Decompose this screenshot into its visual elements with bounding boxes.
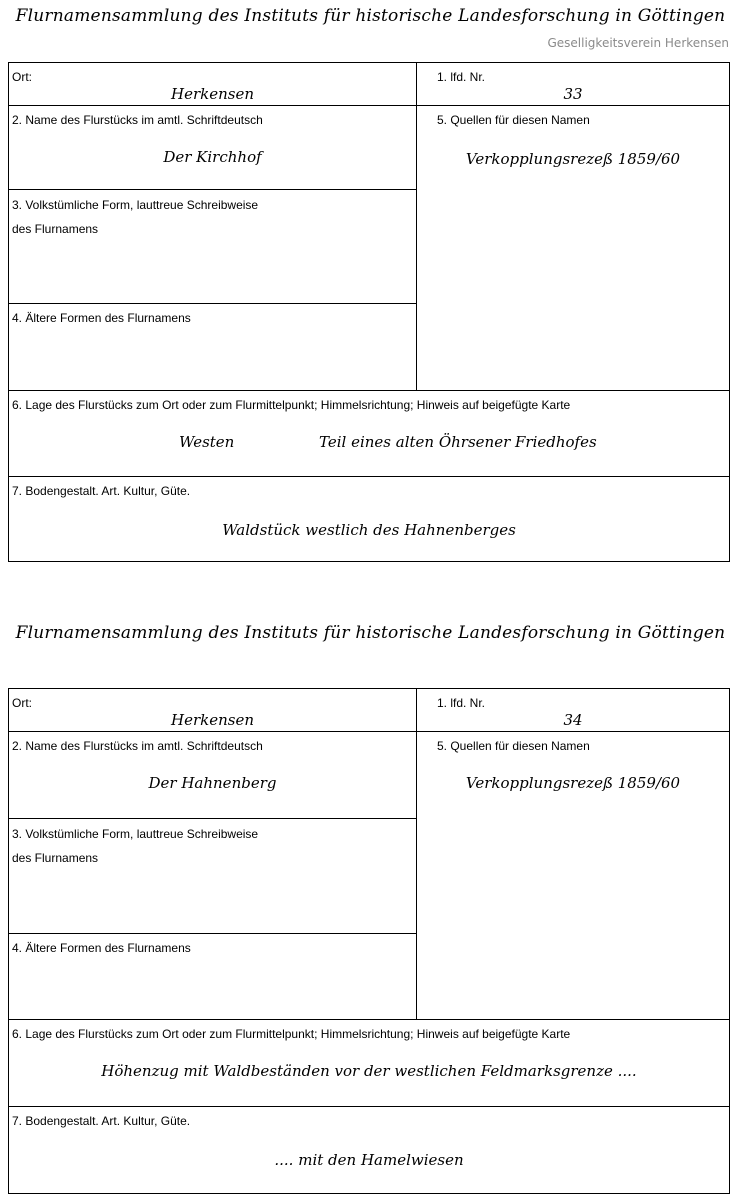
name-label: 2. Name des Flurstücks im amtl. Schriftdeutsch <box>12 113 263 127</box>
card-2-title: Flurnamensammlung des Instituts für historische Landesforschung in Göttingen <box>15 623 726 643</box>
card-2-aeltere-field <box>9 934 417 1020</box>
card-1-ort-field <box>9 63 417 106</box>
card-1-name-value: Der Kirchhof <box>163 148 262 166</box>
quellen-label: 5. Quellen für diesen Namen <box>437 113 590 127</box>
card-2-name-field <box>9 732 417 819</box>
nr-label: 1. lfd. Nr. <box>437 70 486 84</box>
card-2-form <box>8 688 730 1194</box>
card-1-lage-field <box>9 391 729 477</box>
boden-label: 7. Bodengestalt. Art. Kultur, Güte. <box>12 484 191 498</box>
card-2-lage-field <box>9 1020 729 1107</box>
card-1-boden-field <box>9 477 729 561</box>
card-2-name-value: Der Hahnenberg <box>148 774 277 792</box>
card-1-quellen-value: Verkopplungsrezeß 1859/60 <box>465 150 681 168</box>
name-label: 2. Name des Flurstücks im amtl. Schriftdeutsch <box>12 739 263 753</box>
card-2-ort-value: Herkensen <box>171 711 254 729</box>
boden-label: 7. Bodengestalt. Art. Kultur, Güte. <box>12 1114 191 1128</box>
card-2-boden-value: .... mit den Hamelwiesen <box>274 1151 464 1169</box>
card-1-name-field <box>9 106 417 190</box>
lage-label: 6. Lage des Flurstücks zum Ort oder zum Flurmittelpunkt; Himmelsrichtung; Hinweis auf beigefügte Karte <box>12 398 571 412</box>
volkstuemlich-label: 3. Volkstümliche Form, lauttreue Schreibweise <box>12 198 259 212</box>
card-2-quellen-field <box>417 732 729 1020</box>
card-2-nr-field <box>417 689 729 732</box>
card-2-ort-field <box>9 689 417 732</box>
card-2-lage-value: Höhenzug mit Waldbeständen vor der westlichen Feldmarksgrenze .... <box>101 1062 637 1080</box>
volkstuemlich-label-2: des Flurnamens <box>12 851 99 865</box>
card-1-title: Flurnamensammlung des Instituts für historische Landesforschung in Göttingen <box>15 6 726 26</box>
aeltere-label: 4. Ältere Formen des Flurnamens <box>12 941 191 955</box>
card-1-volkstuemlich-field <box>9 190 417 304</box>
card-1-lage-value-b: Teil eines alten Öhrsener Friedhofes <box>319 433 597 451</box>
card-1-nr-value: 33 <box>563 85 583 103</box>
card-1-form <box>8 62 730 562</box>
card-2-quellen-value: Verkopplungsrezeß 1859/60 <box>465 774 681 792</box>
card-1-lage-value-a: Westen <box>179 433 235 451</box>
card-1-aeltere-field <box>9 304 417 391</box>
card-2-nr-value: 34 <box>563 711 583 729</box>
card-1-nr-field <box>417 63 729 106</box>
aeltere-label: 4. Ältere Formen des Flurnamens <box>12 311 191 325</box>
card-1-boden-value: Waldstück westlich des Hahnenberges <box>222 521 516 539</box>
quellen-label: 5. Quellen für diesen Namen <box>437 739 590 753</box>
header-credit: Geselligkeitsverein Herkensen <box>547 36 729 50</box>
volkstuemlich-label: 3. Volkstümliche Form, lauttreue Schreibweise <box>12 827 259 841</box>
ort-label: Ort: <box>12 70 32 84</box>
card-2-volkstuemlich-field <box>9 819 417 934</box>
lage-label: 6. Lage des Flurstücks zum Ort oder zum Flurmittelpunkt; Himmelsrichtung; Hinweis auf beigefügte Karte <box>12 1027 571 1041</box>
volkstuemlich-label-2: des Flurnamens <box>12 222 99 236</box>
card-2-boden-field <box>9 1107 729 1193</box>
card-1-quellen-field <box>417 106 729 391</box>
ort-label: Ort: <box>12 696 32 710</box>
nr-label: 1. lfd. Nr. <box>437 696 486 710</box>
card-1-ort-value: Herkensen <box>171 85 254 103</box>
